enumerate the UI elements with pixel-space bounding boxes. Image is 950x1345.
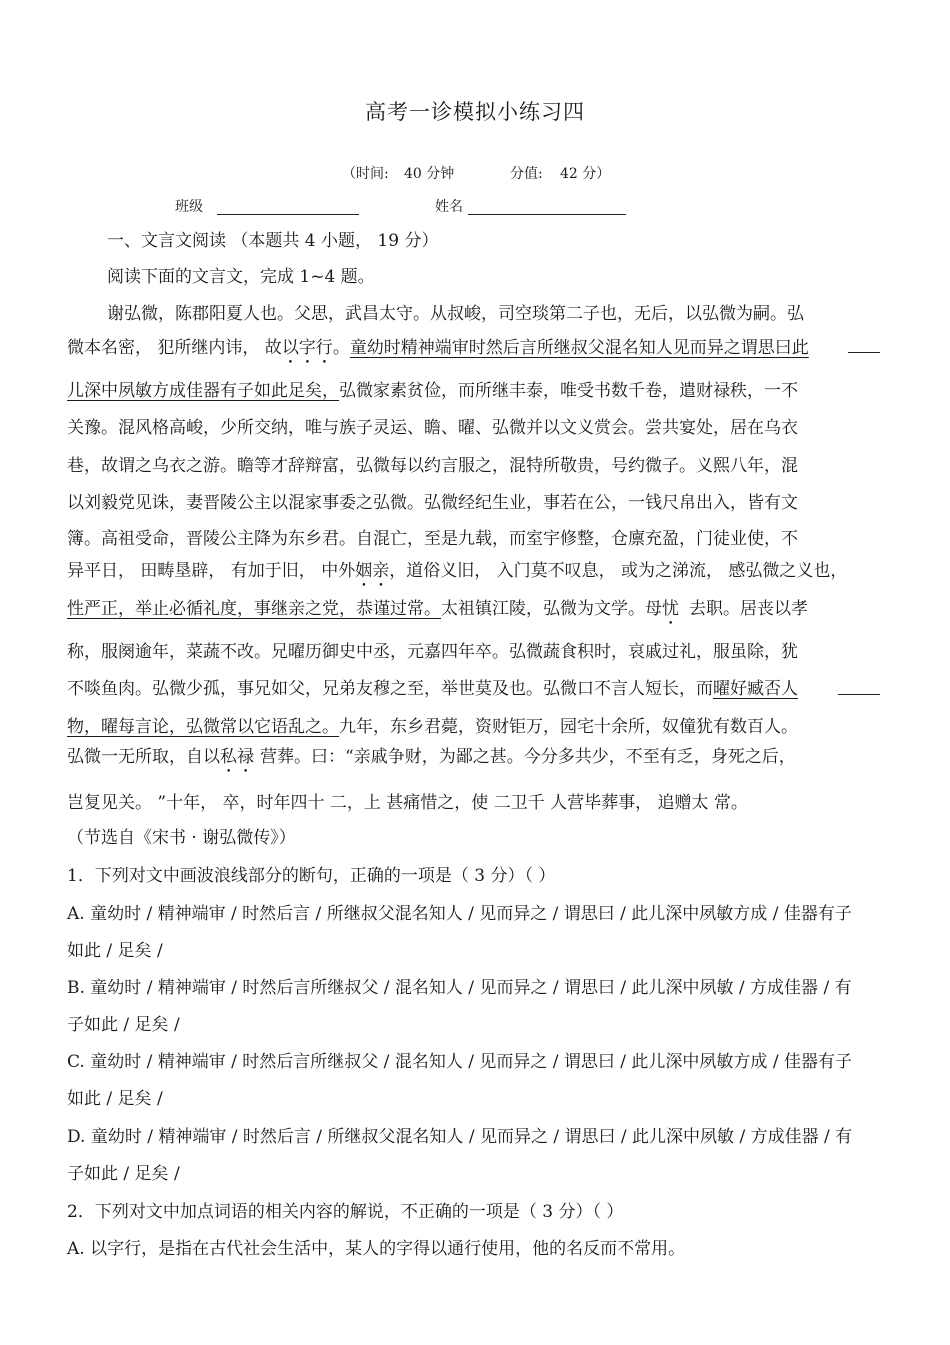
emphasized-term: 姻亲 <box>355 561 390 581</box>
passage-line: 谢弘微，陈郡阳夏人也。父思，武昌太守。从叔峻，司空琰第二子也，无后，以弘微为嗣。弘 <box>107 304 804 324</box>
passage-line: 以刘毅党见诛，妻晋陵公主以混家事委之弘微。弘微经纪生业，事若在公，一钱尺帛出入，皆有文 <box>67 493 798 513</box>
class-label: 班级 <box>175 199 203 215</box>
option-b-continued: 子如此 / 足矣 / <box>67 1015 180 1035</box>
underline-extension <box>838 694 880 695</box>
page-title: 高考一诊模拟小练习四 <box>365 100 585 124</box>
underlined-text: 性严正，举止必循礼度，事继亲之党，恭谨过常。 <box>67 599 441 619</box>
option-b: B. 童幼时 / 精神端审 / 时然后言所继叔父 / 混名知人 / 见而异之 / 谓思曰 / 此儿深中夙敏 / 方成佳器 / 有 <box>67 978 852 998</box>
underlined-text: 物，曜每言论，弘微常以它语乱之。 <box>67 717 339 737</box>
option-c: C. 童幼时 / 精神端审 / 时然后言所继叔父 / 混名知人 / 见而异之 / 谓思曰 / 此儿深中夙敏方成 / 佳器有子 <box>67 1052 852 1072</box>
reading-instruction: 阅读下面的文言文，完成 1~4 题。 <box>107 267 375 287</box>
emphasized-term: 忧 <box>662 599 679 619</box>
passage-line: 巷，故谓之乌衣之游。瞻等才辞辩富，弘微每以约言服之，混特所敬贵，号约微子。义熙八年，混 <box>67 456 798 476</box>
time-label: （时间: <box>342 166 389 182</box>
text-run: 太祖镇江陵，弘微为文学。母 <box>441 599 662 619</box>
text-run: 。 <box>332 338 350 358</box>
question-1: 1．下列对文中画波浪线部分的断句，正确的一项是（ 3 分）（ ） <box>67 866 556 886</box>
class-blank[interactable] <box>217 214 359 215</box>
score-label: 分值: <box>510 166 543 182</box>
option-d-continued: 子如此 / 足矣 / <box>67 1164 180 1184</box>
passage-line <box>67 333 809 368</box>
underlined-text: 曜好臧否人 <box>713 679 798 699</box>
text-run: 异平日， 田畴垦辟， 有加于旧， 中外 <box>67 561 356 581</box>
text-run: 营葬。曰：“亲戚争财，为鄙之甚。今分多共少，不至有乏，身死之后， <box>260 747 796 767</box>
passage-line: 称，服阕逾年，菜蔬不改。兄曜历御史中丞，元嘉四年卒。弘微蔬食积时，哀戚过礼，服虽除，犹 <box>67 642 798 662</box>
passage-line: 簿。高祖受命，晋陵公主降为东乡君。自混亡，至是九载，而室宇修整，仓廪充盈，门徒业使，不 <box>67 529 798 549</box>
time-value: 40 分钟 <box>404 166 455 182</box>
text-run: ，道俗义旧， 入门莫不叹息， 或为之涕流， 感弘微之义也， <box>389 561 848 581</box>
option-a: A. 以字行，是指在古代社会生活中，某人的字得以通行使用，他的名反而不常用。 <box>67 1239 686 1259</box>
text-run: 九年，东乡君薨，资财钜万，园宅十余所，奴僮犹有数百人。 <box>339 717 798 737</box>
emphasized-term: 以字行 <box>281 338 333 358</box>
emphasized-term: 私禄 <box>220 747 254 767</box>
text-run: 弘微家素贫俭，而所继丰泰，唯受书数千卷，遣财禄秩，一不 <box>339 381 798 401</box>
option-a: A. 童幼时 / 精神端审 / 时然后言 / 所继叔父混名知人 / 见而异之 / 谓思曰 / 此儿深中夙敏方成 / 佳器有子 <box>67 904 852 924</box>
passage-line <box>67 556 847 591</box>
wavy-underlined-text: 童幼时精神端审时然后言所继叔父混名知人见而异之谓思曰此 <box>349 338 809 358</box>
wavy-underlined-text: 儿深中夙敏方成佳器有子如此足矣， <box>67 381 339 401</box>
passage-line: 岂复见关。 ”十年， 卒，时年四十 二，上 甚痛惜之，使 二卫千 人营毕葬事， 追赠太 常。 <box>67 793 748 813</box>
name-label: 姓名 <box>435 199 463 215</box>
passage-line <box>67 376 798 401</box>
name-blank[interactable] <box>468 214 626 215</box>
text-run: 不啖鱼肉。弘微少孤，事兄如父，兄弟友穆之至，举世莫及也。弘微口不言人短长，而 <box>67 679 713 699</box>
option-c-continued: 如此 / 足矣 / <box>67 1089 163 1109</box>
text-run: 去职。居丧以孝 <box>689 599 808 619</box>
option-a-continued: 如此 / 足矣 / <box>67 941 163 961</box>
underline-extension <box>848 352 880 353</box>
passage-line <box>67 712 798 737</box>
score-value: 42 分） <box>560 166 611 182</box>
question-2: 2．下列对文中加点词语的相关内容的解说，不正确的一项是（ 3 分）（ ） <box>67 1202 624 1222</box>
passage-line: 关豫。混风格高峻，少所交纳，唯与族子灵运、瞻、曜、弘微并以文义赏会。尝共宴处，居在乌衣 <box>67 418 798 438</box>
section-heading: 一、文言文阅读 （本题共 4 小题， 19 分） <box>107 231 439 251</box>
option-d: D. 童幼时 / 精神端审 / 时然后言 / 所继叔父混名知人 / 见而异之 / 谓思曰 / 此儿深中夙敏 / 方成佳器 / 有 <box>67 1127 853 1147</box>
passage-line <box>67 594 808 629</box>
source-citation: （节选自《宋书 · 谢弘微传》） <box>67 828 296 848</box>
text-run: 微本名密， 犯所继内讳， 故 <box>67 338 282 358</box>
text-run: 弘微一无所取，自以 <box>67 747 220 767</box>
passage-line <box>67 674 798 699</box>
passage-line <box>67 742 796 777</box>
